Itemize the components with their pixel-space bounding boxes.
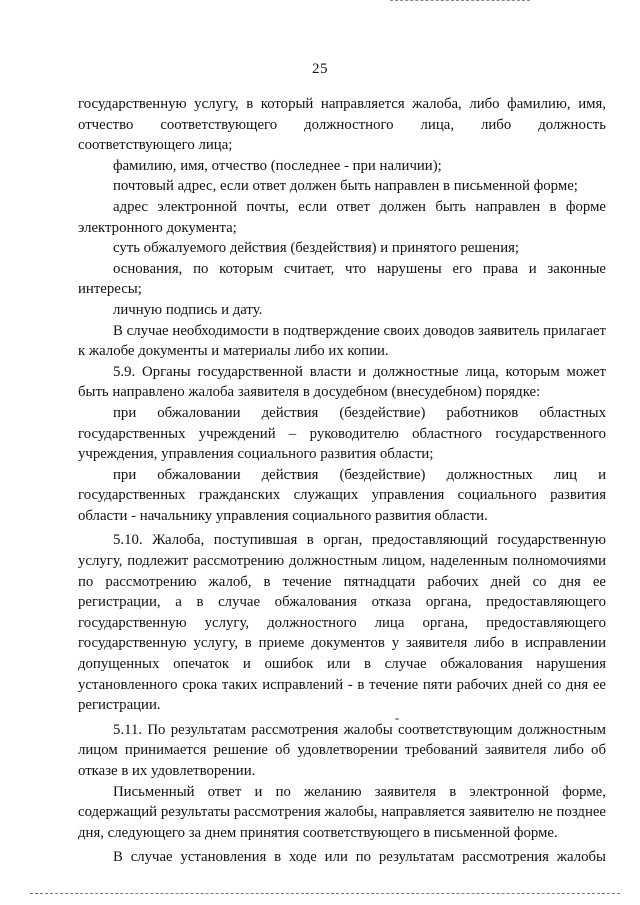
page-number: 25 xyxy=(312,61,328,77)
paragraph: В случае установления в ходе или по результатам рассмотрения жалобы xyxy=(113,849,606,866)
scan-mark xyxy=(395,718,399,720)
paragraph: основания, по которым считает, что нарушены его права и законные интересы; xyxy=(78,260,606,298)
paragraph: государственную услугу, в который направляется жалоба, либо фамилию, имя, отчество соответствующего должностного лица, либо должность соответствующего лица; xyxy=(78,96,606,154)
paragraph: при обжаловании действия (бездействие) работников областных государственных учреждений – руководителю областного государственного учреждения, управления социального развития области; xyxy=(78,404,606,463)
paragraph: суть обжалуемого действия (бездействия) и принятого решения; xyxy=(113,240,520,257)
paragraph: В случае необходимости в подтверждение своих доводов заявитель прилагает к жалобе документы и материалы либо их копии. xyxy=(78,322,606,360)
scan-artifact-bottom xyxy=(30,893,620,896)
paragraph: Письменный ответ и по желанию заявителя в электронной форме, содержащий результаты рассмотрения жалобы, направляется заявителю не позднее дня, следующего за днем принятия соответствующего в письменной форме. xyxy=(78,783,606,841)
paragraph: при обжаловании действия (бездействие) должностных лиц и государственных гражданских служащих управления социального развития области - начальнику управления социального развития области. xyxy=(78,466,606,524)
paragraph: почтовый адрес, если ответ должен быть направлен в письменной форме; xyxy=(113,178,578,195)
document-body xyxy=(78,94,606,868)
section-5-11: 5.11. По результатам рассмотрения жалобы соответствующим должностным лицом принимается решение об удовлетворении требований заявителя либо об отказе в их удовлетворении. xyxy=(78,721,606,779)
scan-artifact-top xyxy=(390,0,530,5)
paragraph: личную подпись и дату. xyxy=(113,301,263,318)
section-5-9: 5.9. Органы государственной власти и должностные лица, которым может быть направлено жалоба заявителя в досудебном (внесудебном) порядке: xyxy=(78,363,606,401)
paragraph: фамилию, имя, отчество (последнее - при наличии); xyxy=(113,157,442,174)
section-5-10: 5.10. Жалоба, поступившая в орган, предоставляющий государственную услугу, подлежит рассмотрению должностным лицом, наделенным полномочиями по рассмотрению жалоб, в течение пятнадцати рабочих дней со дня ее регистрации, а в случае обжалования отказа органа, предоставляющего государственную услугу, должностного лица органа, предоставляющего государственную услугу, в приеме документов у заявителя либо в исправлении допущенных опечаток и ошибок или в случае обжалования нарушения установленного срока таких исправлений - в течение пяти рабочих дней со дня ее регистрации. xyxy=(78,532,606,714)
paragraph: адрес электронной почты, если ответ должен быть направлен в форме электронного документа; xyxy=(78,198,606,236)
